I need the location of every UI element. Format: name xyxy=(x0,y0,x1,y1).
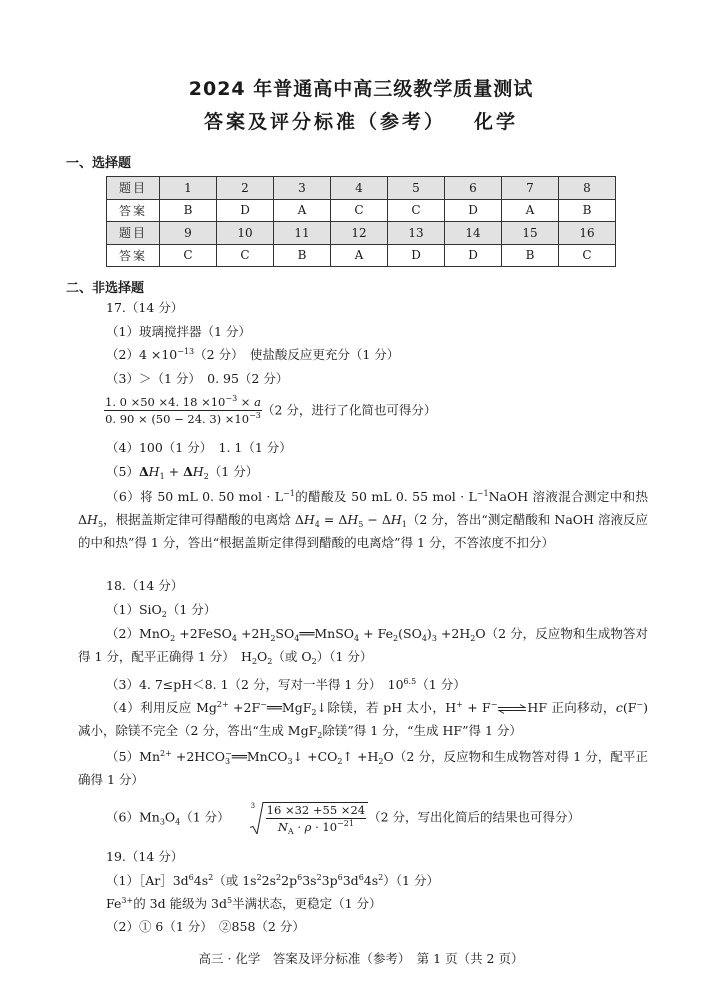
text: （或 1s xyxy=(213,873,257,888)
cube-root-expression xyxy=(248,802,368,834)
text: （2）MnO xyxy=(106,626,171,641)
text: SO xyxy=(275,626,295,641)
row-label: 答案 xyxy=(107,199,160,222)
q18-part5: $(5)Mn^{2+}$ $+2HCO_3^-══MnCO_3↓$ $+CO_2↑ +H_2O(2$ 分，反应物和生成物答对得 1 分，配平正确得 1 分） xyxy=(78,749,648,787)
text: 的 3d 能级为 3d xyxy=(133,896,228,911)
text: − Δ xyxy=(363,512,391,527)
document-subtitle xyxy=(0,107,722,134)
section-heading-nonchoice: 二、非选择题 xyxy=(66,281,145,296)
question-number: 15 xyxy=(502,222,559,245)
variable: c xyxy=(615,700,623,715)
exponent: −3 xyxy=(249,411,261,420)
answer-cell: D xyxy=(445,199,502,222)
question-number: 2 xyxy=(217,177,274,200)
text: 2p xyxy=(281,873,298,888)
q18-part2: （2）MnO$_2$ +2FeSO$_4$ $+2H_2SO_4══MnSO_4 + Fe_2(SO_4)_3 +2H_2O(2$ 分，反应物和生成物答对得 1 分，配平正确得 1 分） $H_2O_2$（或 $O_2)(1$ 分） xyxy=(78,626,648,666)
text: 2s xyxy=(261,873,277,888)
text: HF 正向移动， xyxy=(527,700,616,715)
answer-cell: A xyxy=(274,199,331,222)
root-index: 3 xyxy=(250,802,256,810)
q19-title: 19.（14 分） xyxy=(106,849,184,864)
text: ↓除镁，若 pH 太小，H xyxy=(316,700,457,715)
text: （2 分，写出化简后的结果也可得分） xyxy=(368,809,581,825)
question-number: 6 xyxy=(445,177,502,200)
q18-part6: $(6)Mn_3O_4(1$ 分） 3 $\frac{16 \times 32 +55 \times 24}{N_A \cdot \rho \cdot 10^{-21}}$ （2 分，写出化简后的结果也可得分） xyxy=(106,802,580,834)
text: ══MnCO xyxy=(231,749,288,764)
exponent: −3 xyxy=(225,394,238,403)
answer-cell: C xyxy=(331,199,388,222)
text: 0. 90 × (50 − 24. 3) ×10 xyxy=(105,412,250,426)
q17-part1: （1）玻璃搅拌器（1 分） xyxy=(106,324,251,339)
question-number: 4 xyxy=(331,177,388,200)
page-footer: 高三 · 化学 答案及评分标准（参考） 第 1 页（共 2 页） xyxy=(198,951,524,966)
text: ══MnSO xyxy=(299,626,355,641)
text: （6）将 50 mL 0. 50 mol · L xyxy=(106,489,284,504)
question-number: 1 xyxy=(160,177,217,200)
radicand xyxy=(264,802,368,834)
q17-title: 17.（14 分） xyxy=(106,300,184,315)
answer-cell: D xyxy=(217,199,274,222)
answer-cell: C xyxy=(388,199,445,222)
text: 3s xyxy=(302,873,317,888)
text: 4s xyxy=(193,873,209,888)
q17-part6: （6）将 50 mL 0. 50 mol · $L^{-1}$的醋酸及 50 mL 0. 55 mol · $L^{-1}NaOH$ 溶液混合测定中和热 $\Delta H_5$，根据盖斯定律可得醋酸的电离焓 $\Delta H_4 = \Delta H_5 - \Delta H_1(2$ 分，答出“测定醋酸和 NaOH 溶液反应的中和热”得 1 分，答出“根据盖斯定律得到醋酸的电离焓”得 1 分，不答浓度不扣分） xyxy=(78,489,649,550)
text: +2HCO xyxy=(171,749,225,764)
text: （1 分） xyxy=(208,464,259,479)
text: +2H xyxy=(236,626,271,641)
subject-label: 化学 xyxy=(474,111,519,133)
question-number: 11 xyxy=(274,222,331,245)
answer-cell: D xyxy=(388,244,445,267)
exponent: −21 xyxy=(337,819,354,828)
exponent: −13 xyxy=(177,347,195,356)
text: ) xyxy=(426,626,432,641)
text: = Δ xyxy=(319,512,348,527)
text: ）（1 分） xyxy=(316,649,373,664)
document-title: 2024 年普通高中高三级教学质量测试 xyxy=(188,78,534,100)
exponent: 3+ xyxy=(121,896,134,905)
text: （3）4. 7≤pH＜8. 1（2 分，写对一半得 1 分） 10 xyxy=(106,677,404,692)
text: 4s xyxy=(363,873,379,888)
text: （或 O xyxy=(272,649,312,664)
exponent: 6.5 xyxy=(403,677,417,686)
text: （2 分，答出“测定醋酸和 NaOH 溶液反应的中和热”得 1 分，答出“根据盖斯定律得到醋酸的电离焓”得 1 分，不答浓度不扣分） xyxy=(78,512,649,550)
question-number: 5 xyxy=(388,177,445,200)
answer-table xyxy=(106,176,616,267)
fraction-note: （2 分，进行了化简也可得分） xyxy=(261,402,437,418)
text: × xyxy=(237,395,251,409)
answer-cell: C xyxy=(559,244,616,267)
row-label: 答案 xyxy=(107,244,160,267)
q17-part3: （3）＞（1 分） 0. 95（2 分） xyxy=(106,371,289,386)
text: （2）4 ×10 xyxy=(106,347,178,362)
variable: H xyxy=(148,464,160,479)
q18-part4: （4）利用反应 $Mg^{2+}$ +2F−══MgF$_2$↓除镁，若 pH 太小，H+ + F− HF 正向移动，c(F−)减小，除镁不完全（2 分，答出“生成 MgF$_2$除镁”得 1 分，“生成 HF”得 1 分） xyxy=(78,700,648,740)
q17-part5: $(5)\Delta H_1 + \Delta H_2(1$ 分） xyxy=(106,464,259,481)
text: +2H xyxy=(436,626,471,641)
text: O xyxy=(164,809,176,825)
q18-part1: （1）SiO$_2$（1 分） xyxy=(106,602,217,619)
table-row-answers xyxy=(107,199,616,222)
text: +2F xyxy=(228,700,261,715)
text: + F xyxy=(462,700,491,715)
text: 3p xyxy=(321,873,338,888)
table-row-questions xyxy=(107,222,616,245)
text: （1 分） xyxy=(166,602,217,617)
variable: N xyxy=(277,820,288,834)
subtitle-text: 答案及评分标准（参考） xyxy=(203,111,446,133)
question-number: 12 xyxy=(331,222,388,245)
text: O（2 分，反应物和生成物答对得 1 分，配平正确得 1 分） xyxy=(78,749,648,787)
table-row-answers xyxy=(107,244,616,267)
text: （5） xyxy=(106,464,139,479)
row-label: 题目 xyxy=(107,177,160,200)
text: ↑ +H xyxy=(342,749,379,764)
answer-cell: C xyxy=(217,244,274,267)
text: Fe xyxy=(106,896,122,911)
text: （4）利用反应 Mg xyxy=(106,700,217,715)
question-number: 3 xyxy=(274,177,331,200)
question-number: 10 xyxy=(217,222,274,245)
text: NaOH 溶液混合测定中和热 Δ xyxy=(78,489,649,527)
text: (SO xyxy=(398,626,422,641)
variable: ρ xyxy=(304,820,312,834)
text: +2FeSO xyxy=(175,626,232,641)
subscript: A xyxy=(287,827,294,836)
text: ↓ +CO xyxy=(292,749,338,764)
q17-fraction-line xyxy=(104,396,436,426)
text: （1 分） xyxy=(416,677,466,692)
q17-part2 xyxy=(106,347,399,363)
exponent: 5 xyxy=(227,896,233,905)
text: （1）SiO xyxy=(106,602,162,617)
text: (F xyxy=(622,700,637,715)
text: )减小，除镁不完全（2 分，答出“生成 MgF xyxy=(78,700,648,738)
fraction-numerator xyxy=(104,396,262,411)
text: （2 分） 使盐酸反应更充分（1 分） xyxy=(194,347,400,362)
section-heading-choice: 一、选择题 xyxy=(66,156,132,171)
text: 除镁”得 1 分，“生成 HF”得 1 分） xyxy=(322,723,522,738)
equilibrium-arrow-icon xyxy=(497,704,527,714)
text: + Fe xyxy=(359,626,394,641)
text: （1）［Ar］3d xyxy=(106,873,189,888)
variable: a xyxy=(254,395,261,409)
text: ，根据盖斯定律可得醋酸的电离焓 Δ xyxy=(103,512,304,527)
table-row-questions xyxy=(107,177,616,200)
text: ══MgF xyxy=(266,700,312,715)
answer-cell: C xyxy=(160,244,217,267)
question-number: 14 xyxy=(445,222,502,245)
text: · xyxy=(293,820,305,834)
text: 的醋酸及 50 mL 0. 55 mol · L xyxy=(294,489,477,504)
exponent: −1 xyxy=(283,489,295,498)
answer-cell: A xyxy=(502,199,559,222)
fraction-denominator xyxy=(104,411,262,426)
q18-title: 18.（14 分） xyxy=(106,578,184,593)
text: （6）Mn xyxy=(106,809,160,825)
question-number: 8 xyxy=(559,177,616,200)
q19-part2: （2）① 6（1 分） ②858（2 分） xyxy=(106,919,305,934)
text: 3d xyxy=(342,873,359,888)
radical-sign-icon xyxy=(248,802,264,834)
text: O（2 分，反应物和生成物答对得 1 分，配平正确得 1 分） H xyxy=(78,626,648,664)
answer-cell: B xyxy=(502,244,559,267)
q17-part4: （4）100（1 分） 1. 1（1 分） xyxy=(106,440,292,455)
answer-cell: B xyxy=(559,199,616,222)
q19-part1-explanation xyxy=(106,896,382,912)
question-number: 13 xyxy=(388,222,445,245)
answer-cell: B xyxy=(274,244,331,267)
answer-cell: B xyxy=(160,199,217,222)
q18-part3 xyxy=(106,677,466,693)
question-number: 9 xyxy=(160,222,217,245)
fraction-numerator: 16 ×32 +55 ×24 xyxy=(266,803,366,817)
text: O xyxy=(257,649,268,664)
fraction-denominator xyxy=(266,819,366,834)
q19-part1: $(1)[Ar]3d^64s^2$（或 $1s^22s^22p^63s^23p^63d^64s^2)(1$ 分） xyxy=(106,873,439,888)
text: （5）Mn xyxy=(106,749,161,764)
text: ）（1 分） xyxy=(383,873,439,888)
delta: Δ xyxy=(138,464,149,479)
fraction-expression xyxy=(104,396,262,426)
exponent: −1 xyxy=(476,489,489,498)
row-label: 题目 xyxy=(107,222,160,245)
text: 半满状态，更稳定（1 分） xyxy=(232,896,382,911)
text: （1 分） xyxy=(180,809,230,825)
text: 1. 0 ×50 ×4. 18 ×10 xyxy=(105,395,226,409)
question-number: 7 xyxy=(502,177,559,200)
radicand-fraction xyxy=(266,804,366,834)
question-number: 16 xyxy=(559,222,616,245)
answer-cell: A xyxy=(331,244,388,267)
text: · 10 xyxy=(311,820,338,834)
answer-cell: D xyxy=(445,244,502,267)
